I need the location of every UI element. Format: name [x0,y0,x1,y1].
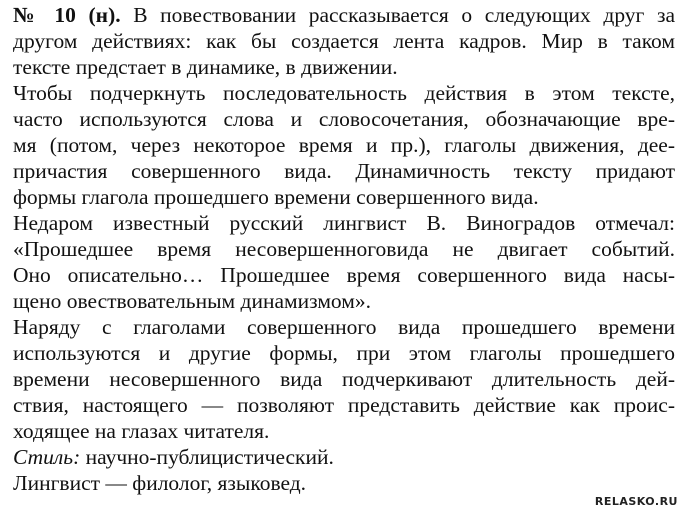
paragraph-1-line-3: тексте предстает в динамике, в движении. [13,55,398,79]
exercise-number-label: № 10 (н). [13,3,121,27]
paragraph-2-line-2: часто используются слова и словосочетания, обозначающие вре- [13,107,675,131]
paragraph-1-line-2: другом действиях: как бы создается лента кадров. Мир в таком [13,29,675,53]
paragraph-4-line-4: ствия, настоящего — позволяют представить действие как проис- [13,393,675,417]
style-line [13,444,675,470]
glossary-line: Лингвист — филолог, языковед. [13,471,307,495]
paragraph-2-line-5: формы глагола прошедшего времени совершенного вида. [13,185,539,209]
paragraph-3-line-1: Недаром известный русский лингвист В. Виноградов отмечал: [13,211,675,235]
paragraph-1-line-1: № 10 (н). В повествовании рассказывается о следующих друг за [13,3,675,27]
paragraph-2-line-1: Чтобы подчеркнуть последовательность действия в этом тексте, [13,81,675,105]
paragraph-3-line-4: щено овествовательным динамизмом». [13,289,372,313]
paragraph-3-line-2: «Прошедшее время несовершенноговида не двигает событий. [13,237,675,261]
style-value: научно-публицистический. [80,445,334,469]
paragraph-4-line-5: ходящее на глазах читателя. [13,419,270,443]
paragraph-4-line-3: времени несовершенного вида подчеркивают длительность дей- [13,367,675,391]
style-label: Стиль: [13,445,81,469]
exercise-text [13,2,675,496]
paragraph-4-line-1: Наряду с глаголами совершенного вида прошедшего времени [13,315,675,339]
paragraph-4-line-2: используются и другие формы, при этом глаголы прошедшего [13,341,675,365]
paragraph-2-line-4: причастия совершенного вида. Динамичность тексту придают [13,159,675,183]
paragraph-2-line-3: мя (потом, через некоторое время и пр.), глаголы движения, дее- [13,133,675,157]
site-watermark: RELASKO.RU [594,495,678,508]
paragraph-3-line-3: Оно описательно… Прошедшее время совершенного вида насы- [13,263,675,287]
